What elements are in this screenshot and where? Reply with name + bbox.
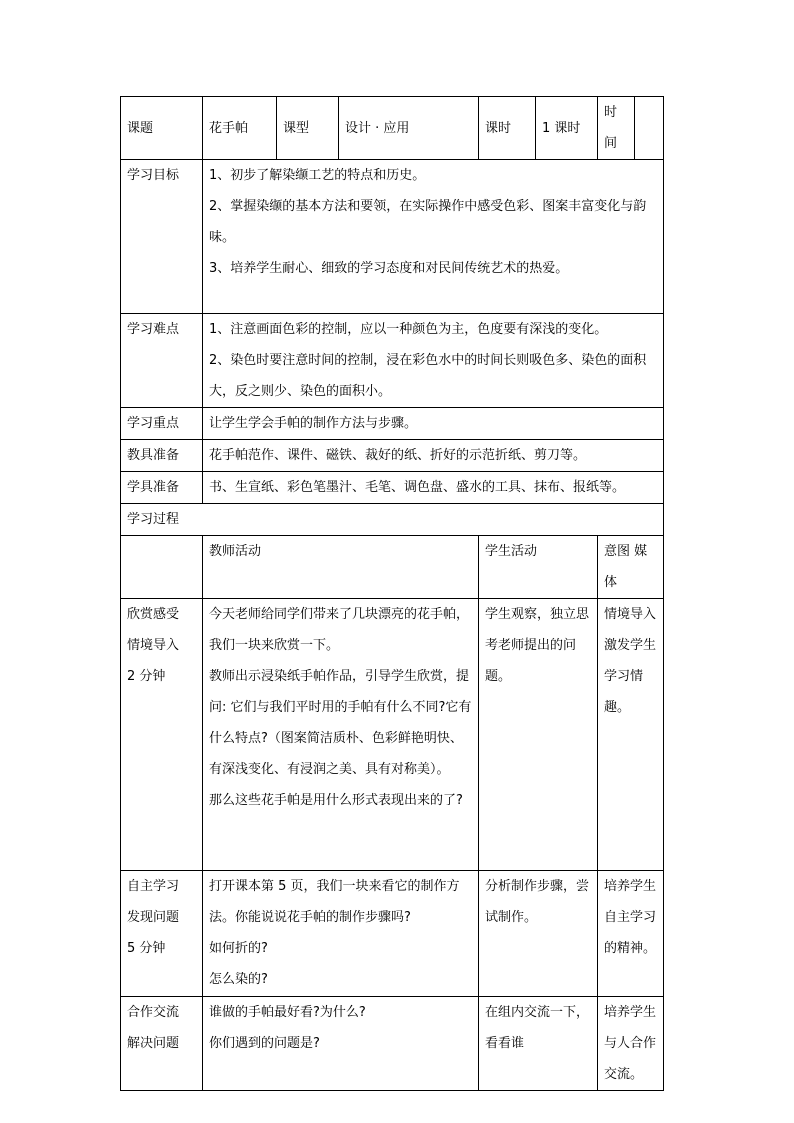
process-stage bbox=[121, 997, 203, 1091]
difficulties-row bbox=[121, 314, 664, 408]
teacher-materials-row bbox=[121, 440, 664, 472]
stage-line: 发现问题 bbox=[127, 910, 180, 925]
teacher-materials-text: 花手帕范作、课件、磁铁、裁好的纸、折好的示范折纸、剪刀等。 bbox=[203, 440, 664, 472]
teacher-paragraph: 你们遇到的问题是? bbox=[209, 1036, 320, 1051]
process-col-student: 学生活动 bbox=[479, 536, 598, 599]
process-row bbox=[121, 871, 664, 997]
stage-line: 5 分钟 bbox=[127, 941, 166, 956]
process-stage bbox=[121, 599, 203, 871]
student-materials-text: 书、生宣纸、彩色笔墨汁、毛笔、调色盘、盛水的工具、抹布、报纸等。 bbox=[203, 472, 664, 504]
goal-item: 1、初步了解染缬工艺的特点和历史。 bbox=[209, 168, 426, 183]
student-materials-row bbox=[121, 472, 664, 504]
difficulty-item: 2、染色时要注意时间的控制，浸在彩色水中的时间长则吸色多、染色的面积大，反之则少、染色的面积小。 bbox=[209, 353, 647, 399]
stage-line: 2 分钟 bbox=[127, 669, 166, 684]
period-label: 课时 bbox=[479, 97, 536, 160]
difficulties-content bbox=[203, 314, 664, 408]
process-teacher bbox=[203, 599, 479, 871]
topic-label: 课题 bbox=[121, 97, 203, 160]
process-col-teacher: 教师活动 bbox=[203, 536, 479, 599]
process-intent: 培养学生与人合作交流。 bbox=[598, 997, 664, 1091]
process-title-row bbox=[121, 504, 664, 536]
process-col-stage bbox=[121, 536, 203, 599]
goals-row bbox=[121, 160, 664, 314]
difficulty-item: 1、注意画面色彩的控制，应以一种颜色为主，色度要有深浅的变化。 bbox=[209, 322, 608, 337]
process-intent: 情境导入激发学生学习情趣。 bbox=[598, 599, 664, 871]
goal-item: 3、培养学生耐心、细致的学习态度和对民间传统艺术的热爱。 bbox=[209, 261, 569, 276]
time-value bbox=[635, 97, 664, 160]
student-materials-label: 学具准备 bbox=[121, 472, 203, 504]
process-student bbox=[479, 997, 598, 1091]
teacher-paragraph: 那么这些花手帕是用什么形式表现出来的了? bbox=[209, 793, 463, 808]
stage-line: 自主学习 bbox=[127, 879, 180, 894]
process-teacher bbox=[203, 871, 479, 997]
process-student: 分析制作步骤，尝试制作。 bbox=[479, 871, 598, 997]
goals-content bbox=[203, 160, 664, 314]
process-header-row bbox=[121, 536, 664, 599]
teacher-paragraph: 今天老师给同学们带来了几块漂亮的花手帕，我们一块来欣赏一下。 bbox=[209, 607, 470, 653]
process-teacher bbox=[203, 997, 479, 1091]
process-student: 学生观察，独立思考老师提出的问题。 bbox=[479, 599, 598, 871]
process-col-intent: 意图 媒体 bbox=[598, 536, 664, 599]
time-label: 时间 bbox=[598, 97, 635, 160]
process-stage bbox=[121, 871, 203, 997]
process-row bbox=[121, 599, 664, 871]
student-text: 在组内交流一下，看看谁 bbox=[485, 1005, 590, 1051]
type-value: 设计 · 应用 bbox=[339, 97, 479, 160]
key-points-row bbox=[121, 408, 664, 440]
period-value: 1 课时 bbox=[536, 97, 598, 160]
teacher-paragraph: 打开课本第 5 页，我们一块来看它的制作方法。你能说说花手帕的制作步骤吗? bbox=[209, 879, 460, 925]
stage-line: 欣赏感受 bbox=[127, 607, 180, 622]
stage-line: 情境导入 bbox=[127, 638, 180, 653]
teacher-paragraph: 教师出示浸染纸手帕作品，引导学生欣赏，提问: 它们与我们平时用的手帕有什么不同?它有什么特点?（图案简洁质朴、色彩鲜艳明快、有深浅变化、有浸润之美、具有对称美）。 bbox=[209, 669, 472, 777]
difficulties-label: 学习难点 bbox=[121, 314, 203, 408]
teacher-materials-label: 教具准备 bbox=[121, 440, 203, 472]
teacher-paragraph: 如何折的? bbox=[209, 941, 268, 956]
header-row bbox=[121, 97, 664, 160]
lesson-plan-table bbox=[120, 96, 664, 1091]
teacher-paragraph: 谁做的手帕最好看?为什么? bbox=[209, 1005, 366, 1020]
goal-item: 2、掌握染缬的基本方法和要领，在实际操作中感受色彩、图案丰富变化与韵味。 bbox=[209, 199, 647, 245]
teacher-paragraph: 怎么染的? bbox=[209, 972, 268, 987]
key-points-label: 学习重点 bbox=[121, 408, 203, 440]
type-label: 课型 bbox=[277, 97, 339, 160]
stage-line: 合作交流 bbox=[127, 1005, 180, 1020]
process-title: 学习过程 bbox=[121, 504, 664, 536]
goals-label: 学习目标 bbox=[121, 160, 203, 314]
key-points-text: 让学生学会手帕的制作方法与步骤。 bbox=[203, 408, 664, 440]
stage-line: 解决问题 bbox=[127, 1036, 180, 1051]
topic-value: 花手帕 bbox=[203, 97, 277, 160]
process-intent: 培养学生自主学习的精神。 bbox=[598, 871, 664, 997]
process-row bbox=[121, 997, 664, 1091]
